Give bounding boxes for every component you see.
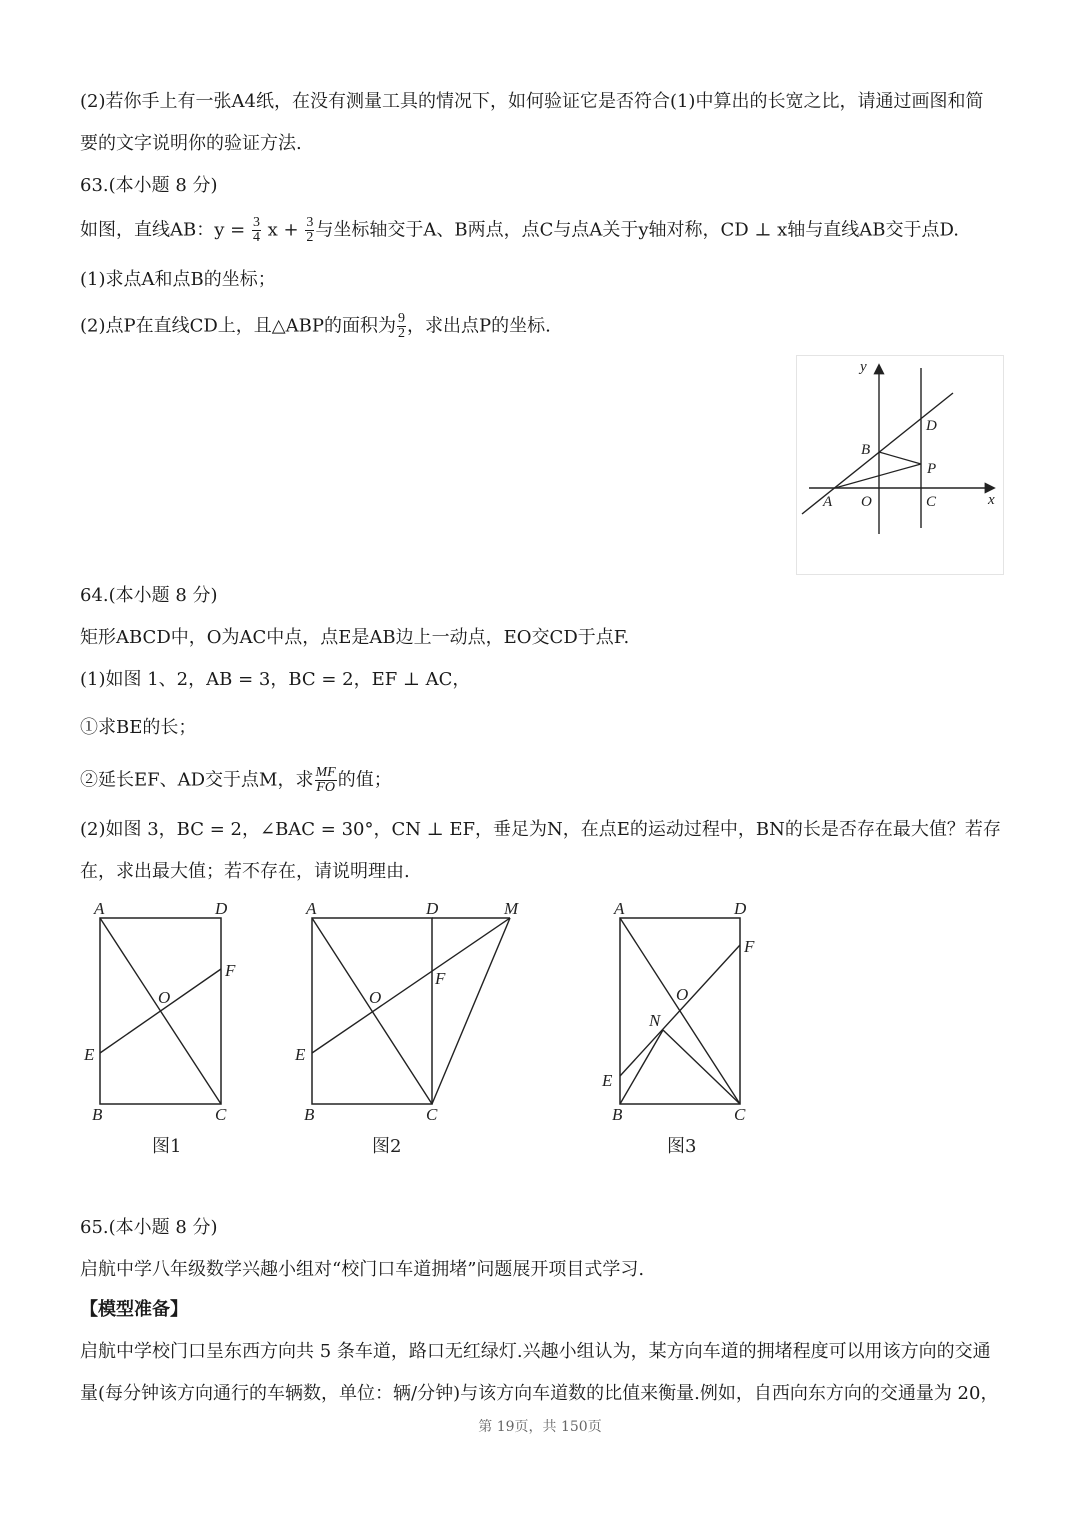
fig1-label-d: D <box>215 899 228 918</box>
q63-stem <box>80 216 959 245</box>
q64-frac-mf-fo: $\frac{MF}{FO}$ <box>315 765 336 795</box>
q63-coordinate-diagram <box>797 356 1003 574</box>
fig2-segment-cm <box>432 918 510 1104</box>
q65-intro: 启航中学八年级数学兴趣小组对“校门口车道拥堵”问题展开项目式学习. <box>80 1259 645 1280</box>
fig1-label-o: O <box>158 988 171 1007</box>
fig2-label-c: C <box>426 1105 438 1124</box>
q63-frac-3-2: $\frac{3}{2}$ <box>306 215 314 245</box>
q64-part2-line2: 在，求出最大值；若不存在，请说明理由. <box>80 861 410 882</box>
fig2-label-f: F <box>435 969 446 988</box>
label-p: P <box>927 461 937 477</box>
figure-3 <box>601 899 755 1157</box>
fig2-label-m: M <box>504 899 519 918</box>
fig3-caption: 图3 <box>667 1136 697 1157</box>
q62-part2-line1: (2)若你手上有一张A4纸，在没有测量工具的情况下，如何验证它是否符合(1)中算出的长宽之比，请通过画图和简 <box>80 91 984 112</box>
q64-sub2 <box>80 766 392 795</box>
q65-line2: 量(每分钟该方向通行的车辆数，单位：辆/分钟)与该方向车道数的比值来衡量.例如，自西向东方向的交通量为 20， <box>80 1383 999 1404</box>
fig1-caption: 图1 <box>152 1136 182 1157</box>
fig2-caption: 图2 <box>372 1136 402 1157</box>
q64-sub2-pre: ②延长EF、AD交于点M，求 <box>80 769 314 791</box>
q64-header: 64.(本小题 8 分) <box>80 585 218 606</box>
fig2-label-a: A <box>306 899 317 918</box>
segment-ap <box>835 464 921 488</box>
q63-part1: (1)求点A和点B的坐标； <box>80 269 276 290</box>
q64-sub1: ①求BE的长； <box>80 717 197 738</box>
q63-part2-post: ，求出点P的坐标. <box>407 315 551 337</box>
fig2-label-o: O <box>369 988 382 1007</box>
q63-part2 <box>80 312 551 341</box>
fig1-segment-ef <box>100 969 221 1053</box>
q62-part2-line2: 要的文字说明你的验证方法. <box>80 133 302 154</box>
fig2-diagonal-ac <box>312 918 432 1104</box>
fig3-segment-cn <box>663 1030 740 1104</box>
q64-part1: (1)如图 1、2，AB = 3，BC = 2，EF ⊥ AC， <box>80 669 471 690</box>
page-footer: 第 19页，共 150页 <box>478 1419 602 1435</box>
figure-1 <box>83 899 236 1157</box>
q63-part2-pre: (2)点P在直线CD上，且△ABP的面积为 <box>80 315 396 337</box>
fig3-label-a: A <box>614 899 625 918</box>
fig2-label-d: D <box>426 899 439 918</box>
q63-stem-post: 与坐标轴交于A、B两点，点C与点A关于y轴对称，CD ⊥ x轴与直线AB交于点D. <box>315 219 960 241</box>
label-x: x <box>988 492 995 508</box>
q64-sub2-post: 的值； <box>337 769 392 791</box>
fig1-label-b: B <box>92 1105 103 1124</box>
label-y: y <box>860 359 867 375</box>
fig3-label-e: E <box>602 1071 613 1090</box>
q64-figures <box>70 890 770 1170</box>
fig3-label-b: B <box>612 1105 623 1124</box>
fig3-label-n: N <box>649 1011 661 1030</box>
q63-figure <box>796 355 1004 575</box>
fig3-label-c: C <box>734 1105 746 1124</box>
q65-header: 65.(本小题 8 分) <box>80 1217 218 1238</box>
fig1-label-a: A <box>94 899 105 918</box>
label-b: B <box>861 442 871 458</box>
q63-stem-pre: 如图，直线AB：y = <box>80 219 246 241</box>
fig3-segment-ef <box>620 945 740 1076</box>
label-c: C <box>926 494 937 510</box>
fig1-label-e: E <box>84 1045 95 1064</box>
fig3-segment-bn <box>620 1030 663 1104</box>
q63-frac-3-4: $\frac{3}{4}$ <box>252 215 260 245</box>
q63-stem-mid: x + <box>267 219 299 241</box>
label-o: O <box>861 494 872 510</box>
q63-header: 63.(本小题 8 分) <box>80 175 218 196</box>
fig2-segment-em <box>312 918 510 1053</box>
figure-2 <box>294 899 519 1157</box>
fig2-label-e: E <box>295 1045 306 1064</box>
fig3-label-f: F <box>744 937 755 956</box>
q64-stem: 矩形ABCD中，O为AC中点，点E是AB边上一动点，EO交CD于点F. <box>80 627 630 648</box>
fig1-label-c: C <box>215 1105 227 1124</box>
label-a: A <box>823 494 833 510</box>
fig2-label-b: B <box>304 1105 315 1124</box>
q65-line1: 启航中学校门口呈东西方向共 5 条车道，路口无红绿灯.兴趣小组认为，某方向车道的拥堵程度可以用该方向的交通 <box>80 1341 991 1362</box>
q64-part2-line1: (2)如图 3，BC = 2，∠BAC = 30°，CN ⊥ EF，垂足为N，在点E的运动过程中，BN的长是否存在最大值？若存 <box>80 819 1001 840</box>
fig1-label-f: F <box>225 961 236 980</box>
segment-bp <box>879 452 921 464</box>
q63-frac-9-2: $\frac{9}{2}$ <box>398 311 405 341</box>
label-d: D <box>926 418 937 434</box>
fig3-label-o: O <box>676 985 689 1004</box>
q65-section-title: 【模型准备】 <box>80 1299 188 1320</box>
fig3-label-d: D <box>734 899 747 918</box>
